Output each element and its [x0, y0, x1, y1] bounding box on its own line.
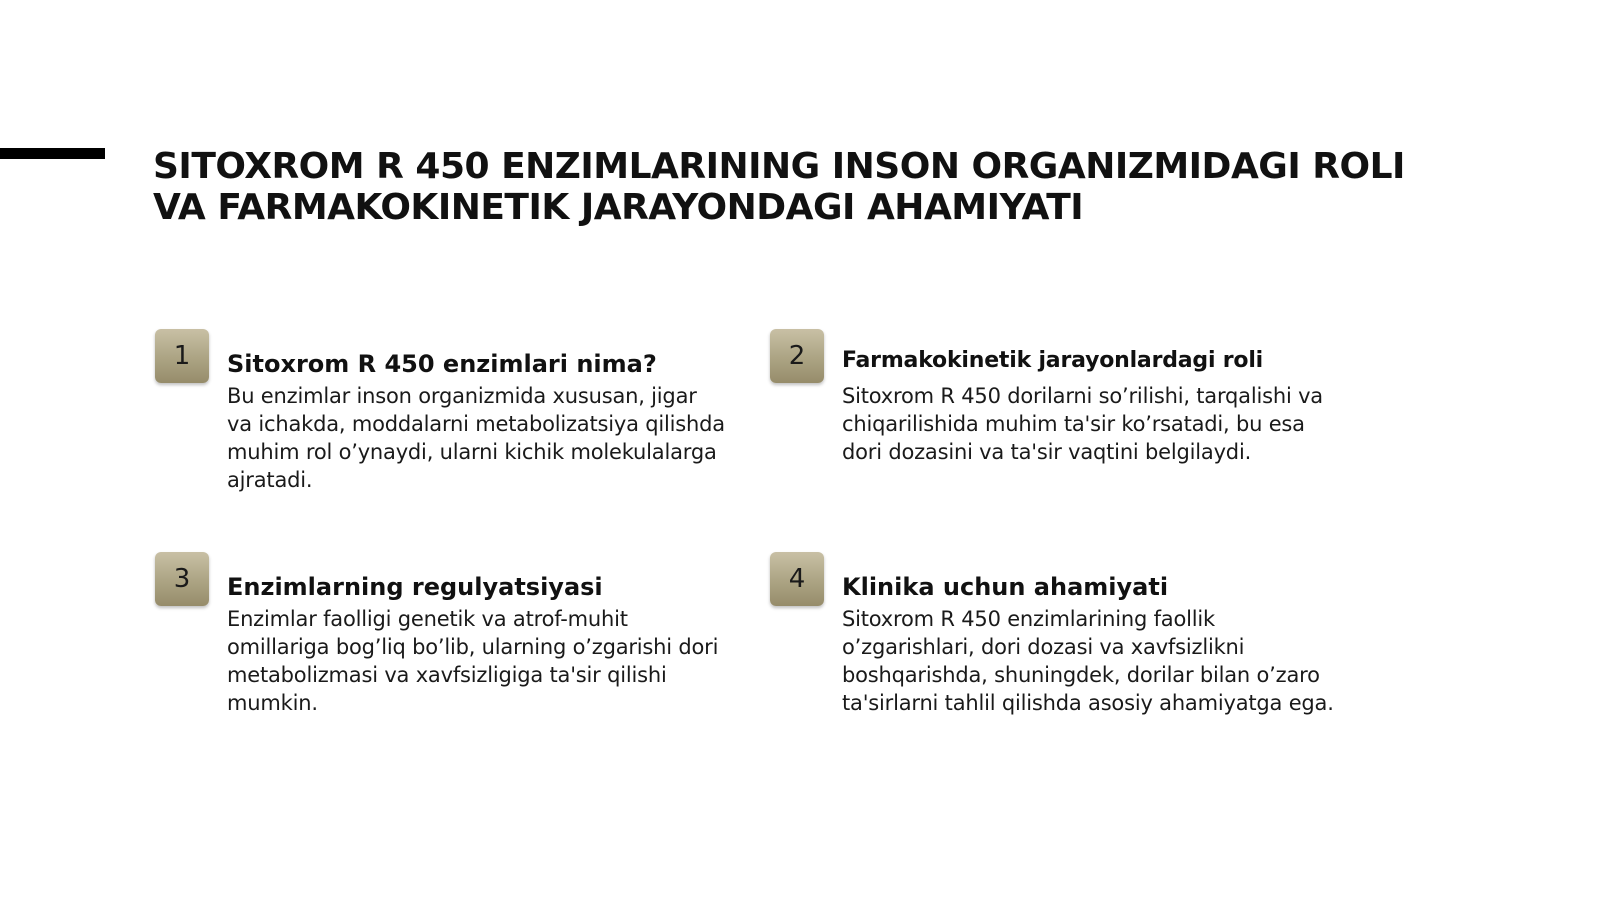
card-3-body-line: omillariga bog’liq bo’lib, ularning o’zgarishi dori	[227, 635, 719, 659]
card-1	[155, 329, 725, 499]
card-4-body	[842, 605, 1362, 717]
card-4-body-line: boshqarishda, shuningdek, dorilar bilan o’zaro	[842, 663, 1320, 687]
slide-title	[153, 146, 1553, 228]
card-3-body-line: mumkin.	[227, 691, 318, 715]
card-4-body-line: o’zgarishlari, dori dozasi va xavfsizlikni	[842, 635, 1245, 659]
card-2-body	[842, 382, 1362, 466]
number-badge-4: 4	[770, 552, 824, 606]
card-4-body-line: ta'sirlarni tahlil qilishda asosiy ahamiyatga ega.	[842, 691, 1334, 715]
slide-title-line-2: VA FARMAKOKINETIK JARAYONDAGI AHAMIYATI	[153, 187, 1084, 228]
card-2-body-line: dori dozasini va ta'sir vaqtini belgilaydi.	[842, 440, 1252, 464]
card-1-body-line: va ichakda, moddalarni metabolizatsiya qilishda	[227, 412, 725, 436]
number-badge-1: 1	[155, 329, 209, 383]
card-1-body	[227, 382, 747, 494]
card-3-body-line: metabolizmasi va xavfsizligiga ta'sir qilishi	[227, 663, 667, 687]
slide-title-line-1: SITOXROM R 450 ENZIMLARINING INSON ORGANIZMIDAGI ROLI	[153, 146, 1405, 187]
card-3-body-line: Enzimlar faolligi genetik va atrof-muhit	[227, 607, 628, 631]
card-3-body	[227, 605, 747, 717]
card-2-body-line: Sitoxrom R 450 dorilarni so’rilishi, tarqalishi va	[842, 384, 1323, 408]
card-2-heading: Farmakokinetik jarayonlardagi roli	[842, 348, 1264, 373]
card-3	[155, 552, 719, 722]
title-accent-bar	[0, 148, 105, 159]
number-badge-3: 3	[155, 552, 209, 606]
card-2	[770, 329, 1330, 479]
number-badge-2: 2	[770, 329, 824, 383]
card-4	[770, 552, 1334, 722]
card-1-body-line: muhim rol o’ynaydi, ularni kichik molekulalarga	[227, 440, 717, 464]
card-1-heading: Sitoxrom R 450 enzimlari nima?	[227, 350, 657, 378]
card-2-body-line: chiqarilishida muhim ta'sir ko’rsatadi, bu esa	[842, 412, 1305, 436]
card-4-body-line: Sitoxrom R 450 enzimlarining faollik	[842, 607, 1215, 631]
card-4-heading: Klinika uchun ahamiyati	[842, 573, 1169, 601]
card-3-heading: Enzimlarning regulyatsiyasi	[227, 573, 603, 601]
card-1-body-line: ajratadi.	[227, 468, 313, 492]
card-1-body-line: Bu enzimlar inson organizmida xususan, jigar	[227, 384, 697, 408]
